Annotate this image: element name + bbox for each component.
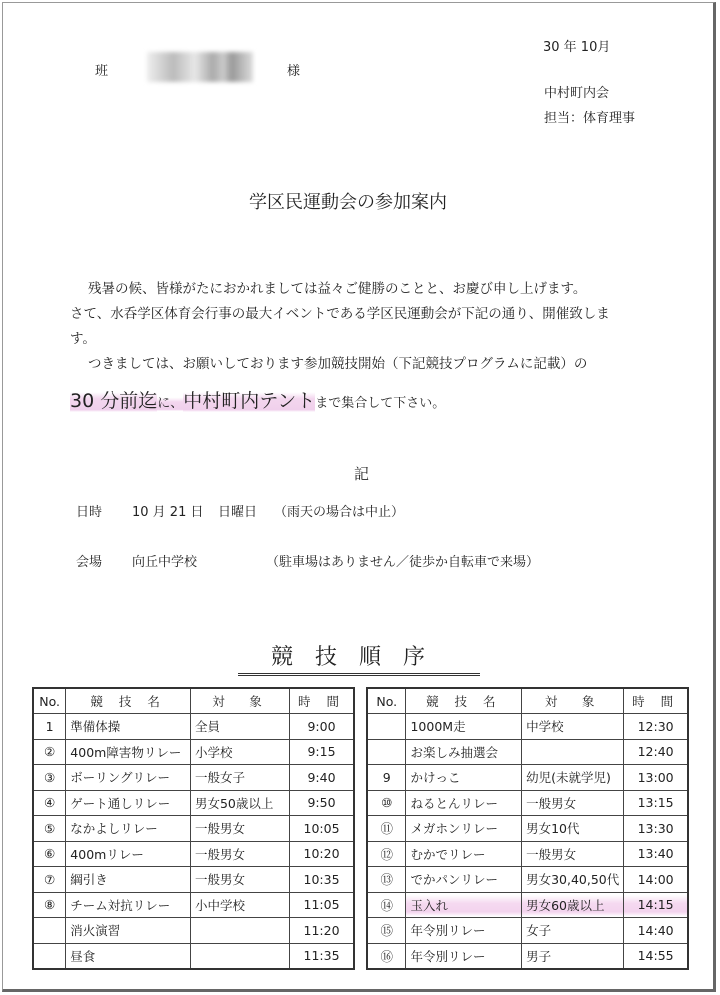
cell-target: 男女50歳以上 — [190, 790, 289, 816]
cell-target — [522, 739, 624, 765]
highlight-particle: に、 — [157, 396, 184, 411]
cell-name: でかパンリレー — [406, 867, 522, 893]
cell-time: 13:00 — [624, 765, 688, 791]
table-row — [33, 867, 354, 893]
cell-target — [190, 918, 289, 944]
weekday: 日曜日 — [218, 505, 258, 520]
column-header: 対 象 — [522, 688, 624, 714]
cell-time: 14:40 — [624, 918, 688, 944]
ki-heading: 記 — [354, 465, 370, 483]
cell-no — [33, 943, 66, 969]
highlight-place: 中村町内テント — [183, 390, 316, 412]
cell-name: ボーリングリレー — [66, 765, 191, 791]
cell-target: 男女30,40,50代 — [522, 867, 624, 893]
body-line-highlight — [70, 386, 445, 413]
date-note: （雨天の場合は中止） — [274, 505, 405, 520]
column-header: 競 技 名 — [406, 688, 522, 714]
body-text: まで集合して下さい。 — [315, 396, 446, 411]
cell-no: ⑤ — [33, 816, 66, 842]
table-row — [367, 867, 688, 893]
cell-time: 10:05 — [290, 816, 354, 842]
cell-target: 一般男女 — [190, 841, 289, 867]
body-line: つきましては、お願いしております参加競技開始（下記競技プログラムに記載）の — [88, 356, 588, 372]
cell-no: 9 — [367, 765, 406, 791]
cell-no: ⑭ — [367, 892, 406, 918]
table-row — [367, 739, 688, 765]
cell-time: 13:40 — [624, 841, 688, 867]
body-line: さて、水呑学区体育会行事の最大イベントである学区民運動会が下記の通り、開催致しま — [70, 306, 610, 322]
cell-name: メガホンリレー — [406, 816, 522, 842]
cell-time: 14:00 — [624, 867, 688, 893]
column-header: 時 間 — [624, 688, 688, 714]
cell-no: ③ — [33, 765, 66, 791]
sender-person: 担当：体育理事 — [544, 111, 636, 126]
column-header: 競 技 名 — [66, 688, 191, 714]
schedule-table-left — [32, 687, 355, 970]
column-header: 時 間 — [290, 688, 354, 714]
table-row — [33, 892, 354, 918]
cell-no: ⑮ — [367, 918, 406, 944]
cell-time: 11:05 — [290, 892, 354, 918]
cell-name: ゲート通しリレー — [66, 790, 191, 816]
cell-name: なかよしリレー — [66, 816, 191, 842]
venue-note: （駐車場はありません／徒歩か自転車で来場） — [266, 555, 540, 570]
cell-no: ⑧ — [33, 892, 66, 918]
cell-time: 12:40 — [624, 739, 688, 765]
cell-time: 9:00 — [290, 714, 354, 740]
sender-org: 中村町内会 — [544, 86, 610, 101]
table-row — [33, 790, 354, 816]
table-header-row — [33, 688, 354, 714]
cell-name: チーム対抗リレー — [66, 892, 191, 918]
cell-target: 一般男女 — [190, 867, 289, 893]
cell-name: 年令別リレー — [406, 943, 522, 969]
cell-target: 幼児(未就学児) — [522, 765, 624, 791]
column-header: No. — [367, 688, 406, 714]
cell-target: 男女10代 — [522, 816, 624, 842]
body-line: 残暑の候、皆様がたにおかれましては益々ご健勝のことと、お慶び申し上げます。 — [88, 281, 587, 297]
cell-target: 全員 — [190, 714, 289, 740]
redacted-name — [147, 52, 253, 82]
cell-time: 14:15 — [624, 892, 688, 918]
table-row — [367, 816, 688, 842]
cell-no — [367, 714, 406, 740]
cell-name: 昼食 — [66, 943, 191, 969]
cell-target: 女子 — [522, 918, 624, 944]
date-value: 10 月 21 日 — [132, 505, 204, 520]
table-row — [33, 714, 354, 740]
table-row — [33, 765, 354, 791]
table-header-row — [367, 688, 688, 714]
cell-name: むかでリレー — [406, 841, 522, 867]
document-title: 学区民運動会の参加案内 — [249, 192, 447, 213]
cell-no: ④ — [33, 790, 66, 816]
cell-target: 小中学校 — [190, 892, 289, 918]
cell-no: ⑪ — [367, 816, 406, 842]
cell-no: ⑫ — [367, 841, 406, 867]
column-header: 対 象 — [190, 688, 289, 714]
table-row — [367, 943, 688, 969]
cell-no: ⑯ — [367, 943, 406, 969]
cell-no: ⑩ — [367, 790, 406, 816]
cell-time: 13:30 — [624, 816, 688, 842]
table-row — [367, 790, 688, 816]
table-row — [367, 765, 688, 791]
recipient-prefix: 班 — [95, 64, 109, 79]
cell-time: 11:35 — [290, 943, 354, 969]
venue-label: 会場 — [76, 555, 103, 570]
cell-target: 小学校 — [190, 739, 289, 765]
cell-time: 10:20 — [290, 841, 354, 867]
cell-time: 10:35 — [290, 867, 354, 893]
highlight-time: 30 分前迄 — [70, 390, 158, 412]
cell-no: ② — [33, 739, 66, 765]
cell-time: 12:30 — [624, 714, 688, 740]
cell-time: 9:15 — [290, 739, 354, 765]
recipient-suffix: 様 — [287, 64, 301, 79]
cell-no — [33, 918, 66, 944]
cell-target — [190, 943, 289, 969]
cell-target: 一般男女 — [522, 790, 624, 816]
column-header: No. — [33, 688, 66, 714]
cell-target: 中学校 — [522, 714, 624, 740]
body-line: す。 — [70, 331, 96, 347]
table-row — [33, 841, 354, 867]
cell-no: ⑥ — [33, 841, 66, 867]
cell-time: 13:15 — [624, 790, 688, 816]
cell-name: 玉入れ — [406, 892, 522, 918]
cell-name: かけっこ — [406, 765, 522, 791]
cell-target: 一般男女 — [190, 816, 289, 842]
schedule-title: 競技順序 — [238, 640, 480, 676]
table-row — [367, 714, 688, 740]
table-row — [33, 918, 354, 944]
cell-no: ⑬ — [367, 867, 406, 893]
cell-name: 消火演習 — [66, 918, 191, 944]
cell-time: 11:20 — [290, 918, 354, 944]
cell-name: ねるとんリレー — [406, 790, 522, 816]
table-row — [33, 816, 354, 842]
cell-name: 準備体操 — [66, 714, 191, 740]
cell-name: 1000M走 — [406, 714, 522, 740]
table-row — [367, 841, 688, 867]
cell-target: 男女60歳以上 — [522, 892, 624, 918]
cell-name: お楽しみ抽選会 — [406, 739, 522, 765]
table-row — [33, 943, 354, 969]
schedule-table-right — [366, 687, 689, 970]
table-row — [367, 918, 688, 944]
issue-date: 30 年 10月 — [543, 40, 611, 55]
cell-name: 400m障害物リレー — [66, 739, 191, 765]
cell-time: 9:40 — [290, 765, 354, 791]
venue-value: 向丘中学校 — [132, 555, 198, 570]
cell-time: 14:55 — [624, 943, 688, 969]
cell-target: 男子 — [522, 943, 624, 969]
cell-time: 9:50 — [290, 790, 354, 816]
cell-name: 年令別リレー — [406, 918, 522, 944]
cell-name: 綱引き — [66, 867, 191, 893]
cell-name: 400mリレー — [66, 841, 191, 867]
table-row — [33, 739, 354, 765]
cell-target: 一般女子 — [190, 765, 289, 791]
cell-no: 1 — [33, 714, 66, 740]
cell-no — [367, 739, 406, 765]
cell-target: 一般男女 — [522, 841, 624, 867]
date-label: 日時 — [76, 505, 103, 520]
table-row — [367, 892, 688, 918]
cell-no: ⑦ — [33, 867, 66, 893]
